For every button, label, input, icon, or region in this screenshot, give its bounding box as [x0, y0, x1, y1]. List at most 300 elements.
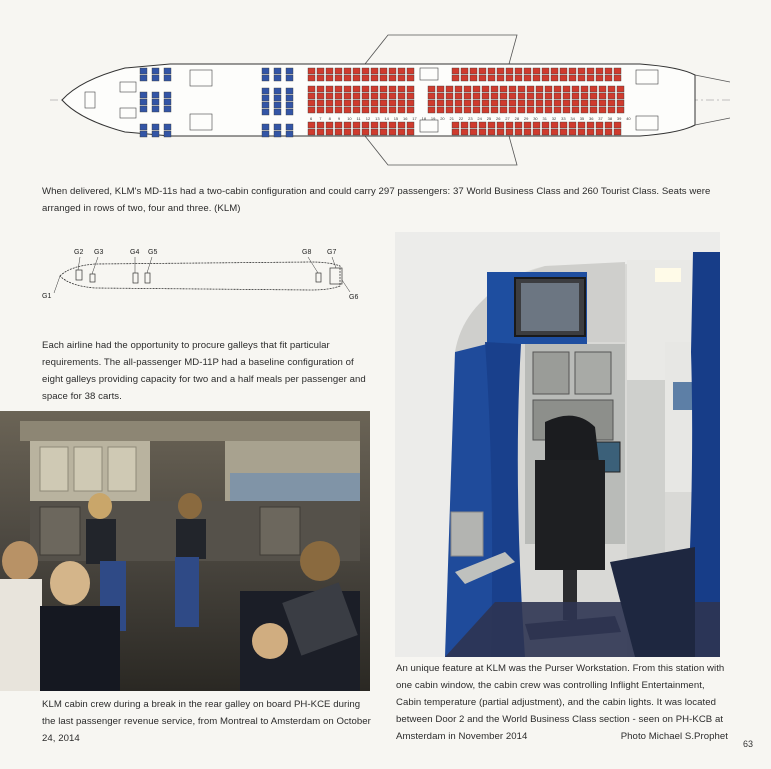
business-seat [140, 92, 147, 98]
tourist-seat [524, 68, 531, 74]
tourist-seat [371, 107, 378, 113]
tourist-seat [599, 100, 606, 106]
tourist-seat [506, 68, 513, 74]
business-seat [262, 102, 269, 108]
seat-map-caption: When delivered, KLM's MD-11s had a two-cabin configuration and could carry 297 passengers: 37 World Business Class and 260 Tourist Class. Seats were arranged in rows of two, four and three. (KLM) [42, 186, 711, 214]
tourist-seat [326, 107, 333, 113]
tourist-seat [488, 122, 495, 128]
tourist-seat [464, 107, 471, 113]
tourist-seat [362, 100, 369, 106]
tourist-seat [545, 86, 552, 92]
tourist-seat [536, 107, 543, 113]
tourist-seat [545, 93, 552, 99]
business-seat [262, 131, 269, 137]
tourist-seat [596, 75, 603, 81]
tourist-seat [614, 68, 621, 74]
row-number: 10 [347, 116, 352, 121]
tourist-seat [533, 122, 540, 128]
tourist-seat [380, 86, 387, 92]
tourist-seat [482, 93, 489, 99]
tourist-seat [608, 86, 615, 92]
tourist-seat [371, 129, 378, 135]
tourist-seat [317, 129, 324, 135]
tourist-seat [398, 107, 405, 113]
business-seat [164, 124, 171, 130]
tourist-seat [389, 75, 396, 81]
row-number: 31 [542, 116, 547, 121]
tourist-seat [560, 75, 567, 81]
tourist-seat [542, 68, 549, 74]
tourist-seat [455, 107, 462, 113]
tourist-seat [500, 93, 507, 99]
business-seat [152, 99, 159, 105]
tourist-seat [380, 122, 387, 128]
row-number: 36 [589, 116, 594, 121]
row-number: 40 [626, 116, 631, 121]
tourist-seat [362, 129, 369, 135]
tourist-seat [452, 68, 459, 74]
tourist-seat [389, 100, 396, 106]
photo-credit: Photo Michael S.Prophet [620, 731, 728, 742]
tourist-seat [398, 86, 405, 92]
row-number: 8 [328, 116, 331, 121]
tourist-seat [473, 100, 480, 106]
business-seat [164, 92, 171, 98]
row-number: 16 [403, 116, 408, 121]
tourist-seat [509, 93, 516, 99]
tourist-seat [554, 86, 561, 92]
tourist-seat [326, 86, 333, 92]
purser-workstation-photo [395, 232, 720, 657]
row-number: 39 [616, 116, 622, 121]
tourist-seat [353, 68, 360, 74]
tourist-seat [371, 68, 378, 74]
tourist-seat [500, 100, 507, 106]
tourist-seat [398, 100, 405, 106]
tourist-seat [380, 100, 387, 106]
tourist-seat [335, 93, 342, 99]
tourist-seat [479, 129, 486, 135]
page-number: 63 [742, 739, 753, 749]
tourist-seat [317, 75, 324, 81]
tourist-seat [497, 68, 504, 74]
tourist-seat [452, 122, 459, 128]
tourist-seat [344, 86, 351, 92]
tourist-seat [587, 68, 594, 74]
crew-photo-caption: KLM cabin crew during a break in the rear galley on board PH-KCE during the last passenger revenue service, from Montreal to Amsterdam on October 24, 2014 [42, 699, 371, 744]
tourist-seat [362, 107, 369, 113]
business-seat [164, 75, 171, 81]
tourist-seat [554, 107, 561, 113]
row-number: 6 [310, 116, 313, 121]
tourist-seat [554, 93, 561, 99]
galley-label-g1: G1 [42, 293, 52, 300]
business-seat [274, 68, 281, 74]
tourist-seat [446, 93, 453, 99]
tourist-seat [362, 86, 369, 92]
tourist-seat [605, 75, 612, 81]
tourist-seat [563, 107, 570, 113]
tourist-seat [581, 93, 588, 99]
tourist-seat [497, 122, 504, 128]
tourist-seat [308, 129, 315, 135]
tourist-seat [353, 129, 360, 135]
tourist-seat [437, 86, 444, 92]
tourist-seat [461, 68, 468, 74]
tourist-seat [605, 122, 612, 128]
tourist-seat [614, 129, 621, 135]
tourist-seat [428, 86, 435, 92]
tourist-seat [326, 122, 333, 128]
tourist-seat [614, 75, 621, 81]
tourist-seat [617, 107, 624, 113]
tourist-seat [353, 86, 360, 92]
tourist-seat [452, 129, 459, 135]
tourist-seat [389, 129, 396, 135]
tourist-seat [389, 86, 396, 92]
tourist-seat [470, 122, 477, 128]
tourist-seat [335, 100, 342, 106]
tourist-seat [362, 93, 369, 99]
tourist-seat [572, 100, 579, 106]
business-seat [274, 102, 281, 108]
tourist-seat [353, 100, 360, 106]
row-number: 22 [458, 116, 464, 121]
tourist-seat [572, 93, 579, 99]
tourist-seat [572, 86, 579, 92]
galley-caption: Each airline had the opportunity to procure galleys that fit particular requirements. The all-passenger MD-11P had a baseline configuration of eight galleys providing capacity for two and a half meals per passenger and space for 38 carts. [42, 340, 366, 402]
tourist-seat [551, 122, 558, 128]
business-seat [152, 92, 159, 98]
row-number: 18 [421, 116, 427, 121]
tourist-seat [524, 129, 531, 135]
tourist-seat [398, 75, 405, 81]
tourist-seat [473, 107, 480, 113]
tourist-seat [527, 93, 534, 99]
tourist-seat [578, 129, 585, 135]
tourist-seat [380, 129, 387, 135]
galley-label-g2: G2 [74, 249, 84, 256]
tourist-seat [572, 107, 579, 113]
crew-photo [0, 411, 370, 691]
tourist-seat [581, 107, 588, 113]
row-number: 28 [514, 116, 520, 121]
tourist-seat [599, 86, 606, 92]
business-seat [164, 68, 171, 74]
tourist-seat [587, 129, 594, 135]
business-seat [152, 106, 159, 112]
tourist-seat [596, 129, 603, 135]
tourist-seat [491, 107, 498, 113]
tourist-seat [464, 100, 471, 106]
tourist-seat [407, 122, 414, 128]
tourist-seat [335, 107, 342, 113]
tourist-seat [506, 122, 513, 128]
business-seat [286, 109, 293, 115]
tourist-seat [389, 122, 396, 128]
tourist-seat [590, 86, 597, 92]
tourist-seat [326, 129, 333, 135]
tourist-seat [317, 93, 324, 99]
tourist-seat [563, 93, 570, 99]
business-seat [286, 68, 293, 74]
tourist-seat [551, 68, 558, 74]
business-seat [262, 109, 269, 115]
tourist-seat [335, 68, 342, 74]
tourist-seat [590, 100, 597, 106]
tourist-seat [455, 100, 462, 106]
tourist-seat [437, 93, 444, 99]
tourist-seat [344, 122, 351, 128]
tourist-seat [464, 86, 471, 92]
tourist-seat [380, 107, 387, 113]
tourist-seat [554, 100, 561, 106]
tourist-seat [608, 107, 615, 113]
tourist-seat [515, 122, 522, 128]
tourist-seat [452, 75, 459, 81]
tourist-seat [518, 93, 525, 99]
row-number: 37 [598, 116, 603, 121]
business-seat [164, 131, 171, 137]
business-seat [164, 99, 171, 105]
tourist-seat [371, 93, 378, 99]
tourist-seat [569, 68, 576, 74]
row-number: 25 [486, 116, 492, 121]
tourist-seat [560, 122, 567, 128]
tourist-seat [335, 75, 342, 81]
row-number: 23 [468, 116, 473, 121]
tourist-seat [470, 129, 477, 135]
tourist-seat [317, 107, 324, 113]
tourist-seat [545, 100, 552, 106]
business-seat [286, 95, 293, 101]
tourist-seat [488, 75, 495, 81]
tourist-seat [599, 93, 606, 99]
tourist-seat [506, 129, 513, 135]
business-seat [262, 124, 269, 130]
business-seat [262, 88, 269, 94]
purser-photo-caption: An unique feature at KLM was the Purser Workstation. From this station with one cabin window, the cabin crew was controlling Inflight Entertainment, Cabin temperature (partial adjustment), and the cabin lights. It was located between Door 2 and the World Business Class section - seen on PH-KCB at Amsterdam in November 2014 [396, 663, 725, 742]
galley-label-g4: G4 [130, 249, 140, 256]
tourist-seat [542, 129, 549, 135]
tourist-seat [527, 100, 534, 106]
tourist-seat [389, 107, 396, 113]
tourist-seat [563, 100, 570, 106]
tourist-seat [515, 129, 522, 135]
row-number: 13 [375, 116, 380, 121]
tourist-seat [308, 107, 315, 113]
tourist-seat [344, 75, 351, 81]
row-number: 11 [356, 116, 361, 121]
tourist-seat [608, 100, 615, 106]
tourist-seat [578, 122, 585, 128]
row-number: 14 [384, 116, 389, 121]
row-number: 34 [570, 116, 575, 121]
row-number: 35 [579, 116, 585, 121]
business-seat [140, 106, 147, 112]
tourist-seat [569, 75, 576, 81]
tourist-seat [326, 68, 333, 74]
tourist-seat [488, 129, 495, 135]
tourist-seat [482, 107, 489, 113]
tourist-seat [407, 93, 414, 99]
tourist-seat [596, 122, 603, 128]
row-number: 21 [449, 116, 454, 121]
galley-label-g3: G3 [94, 249, 104, 256]
business-seat [152, 124, 159, 130]
row-number: 9 [337, 116, 341, 121]
row-number: 12 [365, 116, 371, 121]
galley-label-g7: G7 [327, 249, 337, 256]
business-seat [274, 131, 281, 137]
tourist-seat [308, 86, 315, 92]
tourist-seat [326, 93, 333, 99]
tourist-seat [491, 86, 498, 92]
tourist-seat [491, 100, 498, 106]
tourist-seat [407, 100, 414, 106]
tourist-seat [518, 86, 525, 92]
row-number: 15 [393, 116, 399, 121]
row-number: 17 [412, 116, 417, 121]
tourist-seat [446, 107, 453, 113]
tourist-seat [428, 93, 435, 99]
business-seat [152, 131, 159, 137]
tourist-seat [308, 100, 315, 106]
tourist-seat [317, 100, 324, 106]
tourist-seat [524, 122, 531, 128]
business-seat [274, 124, 281, 130]
tourist-seat [461, 75, 468, 81]
tourist-seat [569, 122, 576, 128]
tourist-seat [437, 107, 444, 113]
business-seat [286, 131, 293, 137]
tourist-seat [536, 100, 543, 106]
tourist-seat [479, 122, 486, 128]
tourist-seat [371, 100, 378, 106]
business-seat [274, 75, 281, 81]
tourist-seat [335, 129, 342, 135]
tourist-seat [515, 68, 522, 74]
tourist-seat [551, 75, 558, 81]
tourist-seat [398, 122, 405, 128]
tourist-seat [470, 68, 477, 74]
tourist-seat [605, 68, 612, 74]
tourist-seat [605, 129, 612, 135]
tourist-seat [617, 86, 624, 92]
row-number: 24 [477, 116, 482, 121]
tourist-seat [533, 68, 540, 74]
tourist-seat [362, 68, 369, 74]
business-seat [274, 88, 281, 94]
row-number: 27 [505, 116, 510, 121]
tourist-seat [536, 93, 543, 99]
row-number: 32 [551, 116, 557, 121]
business-seat [152, 75, 159, 81]
tourist-seat [461, 129, 468, 135]
tourist-seat [362, 75, 369, 81]
tourist-seat [581, 100, 588, 106]
tourist-seat [578, 68, 585, 74]
tourist-seat [560, 68, 567, 74]
tourist-seat [536, 86, 543, 92]
tourist-seat [389, 93, 396, 99]
business-seat [140, 131, 147, 137]
business-seat [140, 124, 147, 130]
tourist-seat [317, 68, 324, 74]
tourist-seat [398, 68, 405, 74]
business-seat [262, 95, 269, 101]
tourist-seat [317, 122, 324, 128]
tourist-seat [344, 107, 351, 113]
tourist-seat [389, 68, 396, 74]
business-seat [262, 68, 269, 74]
galley-label-g5: G5 [148, 249, 158, 256]
row-number: 20 [440, 116, 445, 121]
tourist-seat [596, 68, 603, 74]
tourist-seat [380, 68, 387, 74]
tourist-seat [470, 75, 477, 81]
tourist-seat [533, 75, 540, 81]
tourist-seat [353, 75, 360, 81]
galley-label-g8: G8 [302, 249, 312, 256]
tourist-seat [479, 68, 486, 74]
tourist-seat [581, 86, 588, 92]
tourist-seat [335, 86, 342, 92]
tourist-seat [560, 129, 567, 135]
tourist-seat [491, 93, 498, 99]
tourist-seat [479, 75, 486, 81]
business-seat [262, 75, 269, 81]
tourist-seat [518, 100, 525, 106]
tourist-seat [473, 86, 480, 92]
tourist-seat [326, 100, 333, 106]
row-number: 26 [496, 116, 501, 121]
tourist-seat [587, 122, 594, 128]
tourist-seat [542, 122, 549, 128]
tourist-seat [608, 93, 615, 99]
tourist-seat [518, 107, 525, 113]
tourist-seat [407, 129, 414, 135]
tourist-seat [407, 75, 414, 81]
tourist-seat [344, 93, 351, 99]
tourist-seat [500, 86, 507, 92]
tourist-seat [371, 86, 378, 92]
galley-diagram [40, 244, 380, 304]
tourist-seat [353, 107, 360, 113]
business-seat [274, 95, 281, 101]
business-seat [286, 75, 293, 81]
tourist-seat [563, 86, 570, 92]
tourist-seat [599, 107, 606, 113]
tourist-seat [344, 68, 351, 74]
tourist-seat [506, 75, 513, 81]
tourist-seat [437, 100, 444, 106]
tourist-seat [344, 100, 351, 106]
tourist-seat [428, 107, 435, 113]
tourist-seat [353, 93, 360, 99]
tourist-seat [326, 75, 333, 81]
tourist-seat [308, 68, 315, 74]
tourist-seat [488, 68, 495, 74]
row-number: 33 [561, 116, 566, 121]
tourist-seat [617, 100, 624, 106]
tourist-seat [344, 129, 351, 135]
tourist-seat [464, 93, 471, 99]
tourist-seat [398, 93, 405, 99]
seat-map-diagram [40, 30, 730, 170]
tourist-seat [380, 93, 387, 99]
tourist-seat [542, 75, 549, 81]
